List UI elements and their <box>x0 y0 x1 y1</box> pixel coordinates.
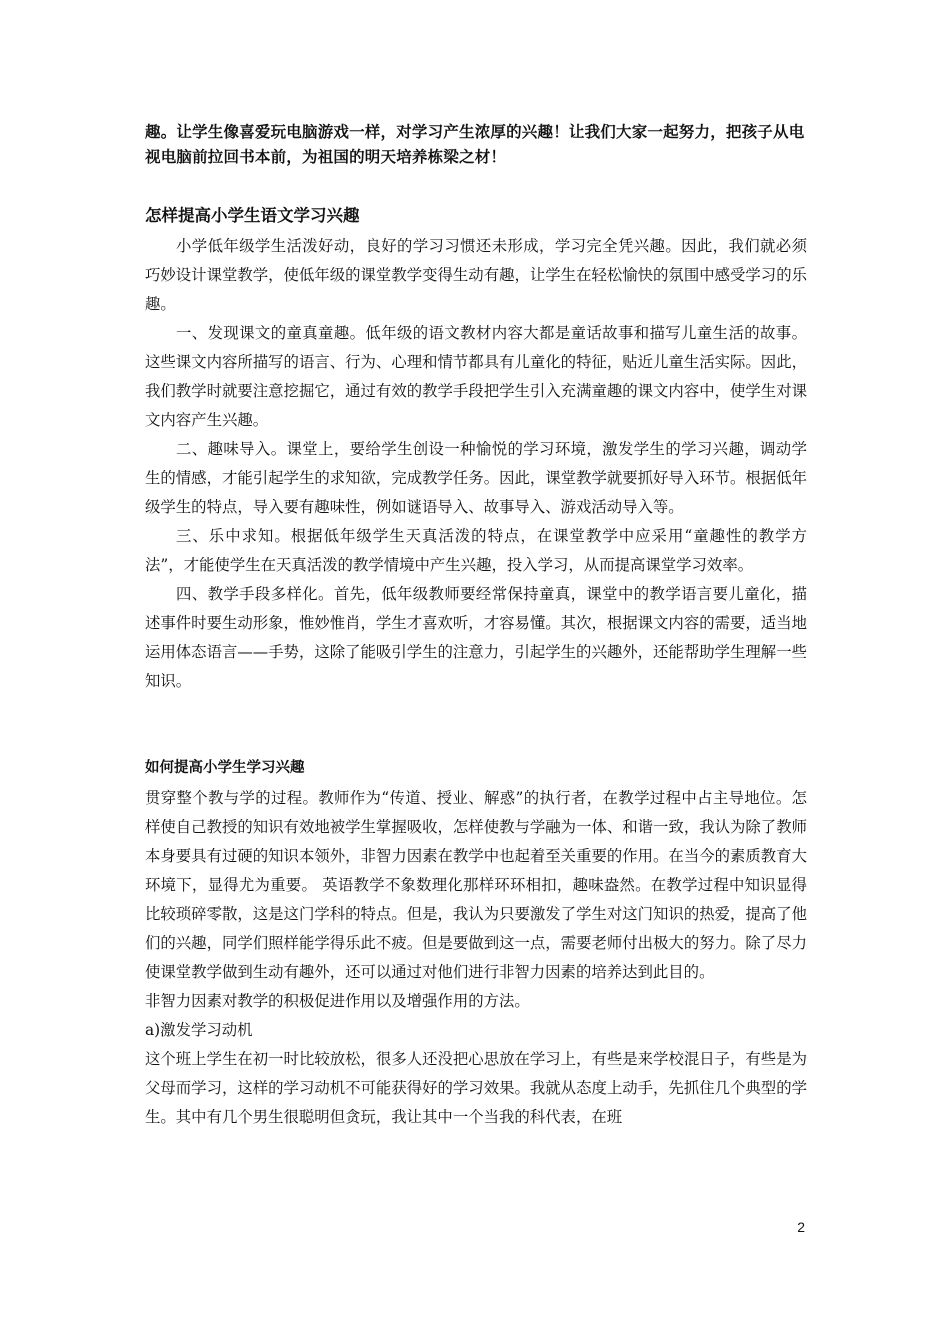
section2-paragraph-1: 贯穿整个教与学的过程。教师作为“传道、授业、解惑”的执行者，在教学过程中占主导地位。怎样使自己教授的知识有效地被学生掌握吸收，怎样使教与学融为一体、和谐一致，我认为除了教师本身要具有过硬的知识本领外，非智力因素在教学中也起着至关重要的作用。在当今的素质教育大环境下，显得尤为重要。 英语教学不象数理化那样环环相扣，趣味盎然。在教学过程中知识显得比较琐碎零散，这是这门学科的特点。但是，我认为只要激发了学生对这门知识的热爱，提高了他们的兴趣，同学们照样能学得乐此不疲。但是要做到这一点，需要老师付出极大的努力。除了尽力使课堂教学做到生动有趣外，还可以通过对他们进行非智力因素的培养达到此目的。 <box>145 789 807 981</box>
section1-paragraph-4: 三、乐中求知。根据低年级学生天真活泼的特点，在课堂教学中应采用“童趣性的教学方法”，才能使学生在天真活泼的教学情境中产生兴趣，投入学习，从而提高课堂学习效率。 <box>145 527 807 574</box>
section2-paragraph-3: 这个班上学生在初一时比较放松，很多人还没把心思放在学习上，有些是来学校混日子，有些是为父母而学习，这样的学习动机不可能获得好的学习效果。我就从态度上动手，先抓住几个典型的学生。其中有几个男生很聪明但贪玩，我让其中一个当我的科代表，在班 <box>145 1050 807 1126</box>
section2-subheading-a: a)激发学习动机 <box>145 1021 253 1039</box>
section2-title: 如何提高小学生学习兴趣 <box>145 760 305 776</box>
section1-paragraph-3: 二、趣味导入。课堂上，要给学生创设一种愉悦的学习环境，激发学生的学习兴趣，调动学生的情感，才能引起学生的求知欲，完成教学任务。因此，课堂教学就要抓好导入环节。根据低年级学生的特点，导入要有趣味性，例如谜语导入、故事导入、游戏活动导入等。 <box>145 440 807 516</box>
section1-paragraph-2: 一、发现课文的童真童趣。低年级的语文教材内容大都是童话故事和描写儿童生活的故事。这些课文内容所描写的语言、行为、心理和情节都具有儿童化的特征，贴近儿童生活实际。因此，我们教学时就要注意挖掘它，通过有效的教学手段把学生引入充满童趣的课文内容中，使学生对课文内容产生兴趣。 <box>145 324 807 429</box>
section1-title: 怎样提高小学生语文学习兴趣 <box>145 206 360 225</box>
intro-paragraph: 趣。让学生像喜爱玩电脑游戏一样，对学习产生浓厚的兴趣！让我们大家一起努力，把孩子从电视电脑前拉回书本前，为祖国的明天培养栋梁之材！ <box>145 123 805 166</box>
page-number: 2 <box>797 1219 805 1235</box>
page-content <box>145 120 807 1132</box>
section1-paragraph-5: 四、教学手段多样化。首先，低年级教师要经常保持童真，课堂中的教学语言要儿童化，描述事件时要生动形象，惟妙惟肖，学生才喜欢听，才容易懂。其次，根据课文内容的需要，适当地运用体态语言——手势，这除了能吸引学生的注意力，引起学生的兴趣外，还能帮助学生理解一些知识。 <box>145 585 807 690</box>
section1-paragraph-1: 小学低年级学生活泼好动，良好的学习习惯还未形成，学习完全凭兴趣。因此，我们就必须巧妙设计课堂教学，使低年级的课堂教学变得生动有趣，让学生在轻松愉快的氛围中感受学习的乐趣。 <box>145 237 807 313</box>
section2-paragraph-2: 非智力因素对教学的积极促进作用以及增强作用的方法。 <box>145 992 530 1010</box>
